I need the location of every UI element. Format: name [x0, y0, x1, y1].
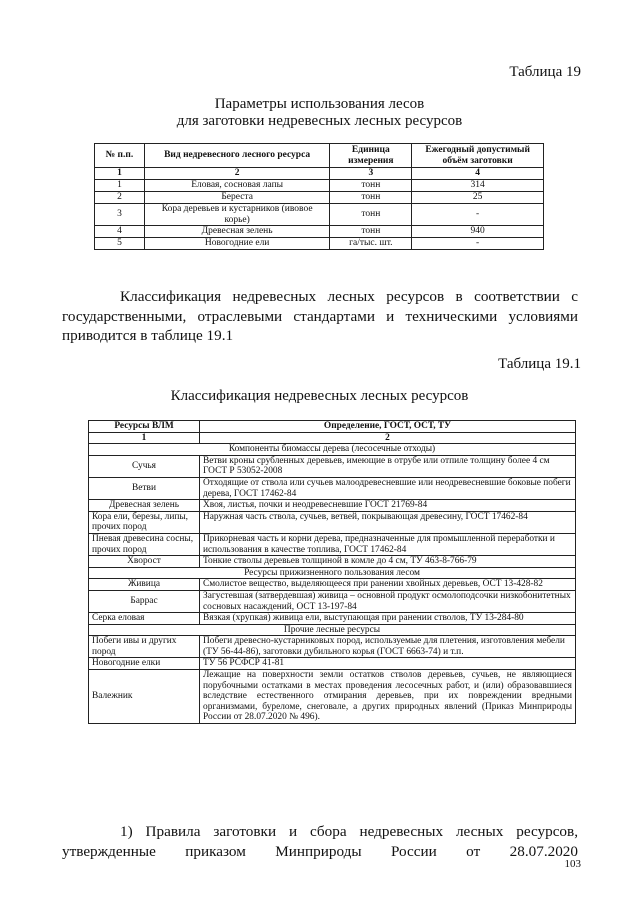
table-191-section-row — [89, 624, 576, 636]
table-row — [89, 636, 576, 658]
table-191-title: Классификация недревесных лесных ресурсов — [170, 388, 469, 404]
table-row — [89, 455, 576, 477]
table-19-header-row — [95, 144, 544, 168]
resource-definition: Наружная часть ствола, сучьев, ветвей, покрывающая древесину, ГОСТ 17462-84 — [200, 511, 576, 533]
table-19-label: Таблица 19 — [509, 64, 581, 80]
table-191-header-cell: Определение, ГОСТ, ОСТ, ТУ — [200, 421, 576, 433]
table-19-number-cell: 3 — [330, 168, 412, 180]
table-19-number-cell: 4 — [412, 168, 544, 180]
table-row — [89, 579, 576, 591]
table-191-number-row — [89, 432, 576, 444]
page-number: 103 — [564, 858, 581, 870]
table-cell: 25 — [412, 192, 544, 204]
table-cell: га/тыс. шт. — [330, 238, 412, 250]
table-row — [89, 658, 576, 670]
table-row — [89, 500, 576, 512]
resource-name: Побеги ивы и других пород — [89, 636, 200, 658]
resource-name: Сучья — [89, 455, 200, 477]
table-cell: 940 — [412, 226, 544, 238]
table-19-number-cell: 1 — [95, 168, 145, 180]
table-19-1 — [88, 420, 576, 724]
table-cell: 5 — [95, 238, 145, 250]
table-row — [89, 613, 576, 625]
table-19-header-cell: Единица измерения — [330, 144, 412, 168]
resource-definition: Хвоя, листья, почки и неодревесневшие ГОСТ 21769-84 — [200, 500, 576, 512]
table-19-title-line2: для заготовки недревесных лесных ресурсов — [176, 113, 463, 129]
table-cell: тонн — [330, 192, 412, 204]
table-cell: Кора деревьев и кустарников (ивовое корье) — [144, 204, 330, 226]
intro-paragraph — [62, 287, 578, 346]
table-19-header-cell: № п.п. — [95, 144, 145, 168]
table-cell: 3 — [95, 204, 145, 226]
resource-definition: ТУ 56 РСФСР 41-81 — [200, 658, 576, 670]
table-row — [89, 556, 576, 568]
table-19-header-cell: Ежегодный допустимый объём заготовки — [412, 144, 544, 168]
table-cell: тонн — [330, 226, 412, 238]
table-cell: 2 — [95, 192, 145, 204]
closing-line-2: утвержденные приказом Минприроды России от 28.07.2020 — [62, 843, 578, 860]
table-19-header-cell: Вид недревесного лесного ресурса — [144, 144, 330, 168]
section-title: Ресурсы прижизненного пользования лесом — [89, 567, 576, 579]
resource-name: Серка еловая — [89, 613, 200, 625]
table-191-number-cell: 2 — [200, 432, 576, 444]
table-19-title-line1: Параметры использования лесов — [214, 96, 425, 112]
resource-definition: Загустевшая (затвердевшая) живица – основной продукт осмолоподсочки низкобонитетных сосновых насаждений, ОСТ 13-197-84 — [200, 590, 576, 612]
table-191-number-cell: 1 — [89, 432, 200, 444]
resource-name: Кора ели, березы, липы, прочих пород — [89, 511, 200, 533]
resource-name: Древесная зелень — [89, 500, 200, 512]
resource-definition: Лежащие на поверхности земли остатков стволов деревьев, сучьев, не являющиеся порубочными остатками в местах проведения лесосечных работ, и (или) образовавшиеся вследствие естественного отмирания деревьев, при их повреждении вредными организмами, буреломе, снеговале, а других природных явлений (Приказ Минприроды России от 28.07.2020 № 496). — [200, 670, 576, 724]
resource-definition: Тонкие стволы деревьев толщиной в комле до 4 см, ТУ 463-8-766-79 — [200, 556, 576, 568]
table-row — [89, 533, 576, 555]
table-19 — [94, 143, 544, 250]
table-191-section-row — [89, 567, 576, 579]
table-row — [89, 477, 576, 499]
table-cell: 314 — [412, 180, 544, 192]
table-row — [95, 180, 544, 192]
table-cell: 1 — [95, 180, 145, 192]
resource-definition: Побеги древесно-кустарниковых пород, используемые для плетения, изготовления мебели (ТУ 56-44-86), заготовки дубильного корья (ГОСТ 6663-74) и т.п. — [200, 636, 576, 658]
resource-definition: Вязкая (хрупкая) живица ели, выступающая при ранении стволов, ТУ 13-284-80 — [200, 613, 576, 625]
intro-paragraph-text: Классификация недревесных лесных ресурсов в соответствии с государственными, отраслевыми стандартами и техническими условиями приводится в таблице 19.1 — [62, 288, 578, 344]
table-row — [95, 192, 544, 204]
table-row — [95, 238, 544, 250]
resource-name: Баррас — [89, 590, 200, 612]
table-19-number-row — [95, 168, 544, 180]
resource-name: Хворост — [89, 556, 200, 568]
table-cell: - — [412, 238, 544, 250]
table-row — [95, 204, 544, 226]
resource-name: Валежник — [89, 670, 200, 724]
resource-definition: Смолистое вещество, выделяющееся при ранении хвойных деревьев, ОСТ 13-428-82 — [200, 579, 576, 591]
table-cell: Еловая, сосновая лапы — [144, 180, 330, 192]
resource-definition: Прикорневая часть и корни дерева, предназначенные для промышленной переработки и использования в качестве топлива, ГОСТ 17462-84 — [200, 533, 576, 555]
resource-name: Живица — [89, 579, 200, 591]
table-cell: Древесная зелень — [144, 226, 330, 238]
table-row — [95, 226, 544, 238]
table-cell: 4 — [95, 226, 145, 238]
resource-definition: Отходящие от ствола или сучьев малоодревесневшие или неодревесневшие боковые побеги дерева, ГОСТ 17462-84 — [200, 477, 576, 499]
table-row — [89, 670, 576, 724]
table-row — [89, 590, 576, 612]
table-cell: - — [412, 204, 544, 226]
section-title: Прочие лесные ресурсы — [89, 624, 576, 636]
table-191-header-cell: Ресурсы ВЛМ — [89, 421, 200, 433]
table-row — [89, 511, 576, 533]
table-cell: Новогодние ели — [144, 238, 330, 250]
resource-name: Ветви — [89, 477, 200, 499]
resource-name: Новогодние елки — [89, 658, 200, 670]
closing-line-1-text: 1) Правила заготовки и сбора недревесных лесных ресурсов, — [120, 823, 578, 840]
resource-definition: Ветви кроны срубленных деревьев, имеющие в отрубе или отпиле толщину более 4 см ГОСТ Р 53052-2008 — [200, 455, 576, 477]
table-191-label: Таблица 19.1 — [498, 356, 581, 372]
table-cell: тонн — [330, 180, 412, 192]
section-title: Компоненты биомассы дерева (лесосечные отходы) — [89, 444, 576, 456]
table-cell: Береста — [144, 192, 330, 204]
table-191-section-row — [89, 444, 576, 456]
table-cell: тонн — [330, 204, 412, 226]
table-191-header-row — [89, 421, 576, 433]
closing-line-1 — [62, 822, 578, 842]
table-19-number-cell: 2 — [144, 168, 330, 180]
resource-name: Пневая древесина сосны, прочих пород — [89, 533, 200, 555]
